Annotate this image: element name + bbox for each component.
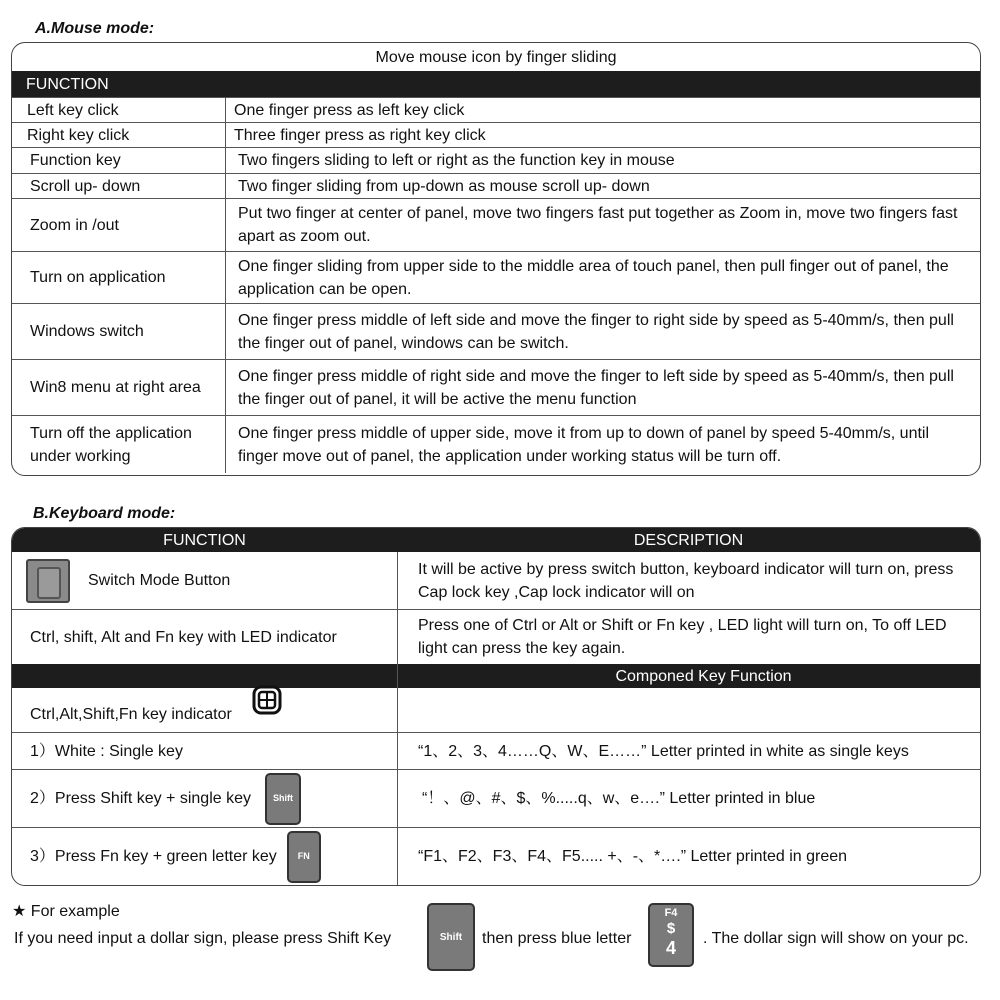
- indicator-icon: [252, 685, 282, 722]
- switch-mode-row: [12, 552, 980, 610]
- mouse-function-name: Windows switch: [30, 323, 144, 340]
- mouse-function-name: Turn off the application under working: [30, 424, 192, 465]
- star-icon: ★: [12, 903, 27, 920]
- mouse-function-name: Left key click: [27, 101, 119, 119]
- shift-key-icon: Shift: [265, 773, 301, 825]
- mouse-function-header: [12, 71, 980, 97]
- mouse-function-name: Function key: [30, 152, 121, 169]
- example-dollar-key-icon: [648, 903, 694, 967]
- white-key-label: 1）White : Single key: [30, 742, 183, 760]
- mouse-function-row: [12, 123, 980, 148]
- mouse-function-name: Zoom in /out: [30, 216, 119, 234]
- mouse-function-row: [12, 416, 980, 473]
- mouse-function-desc: Three finger press as right key click: [234, 126, 486, 144]
- switch-mode-button-icon: [26, 559, 70, 603]
- led-row: [12, 610, 980, 664]
- fn-key-label: 3）Press Fn key + green letter key: [30, 848, 277, 865]
- mouse-mode-title: A.Mouse mode:: [35, 20, 155, 37]
- keyboard-mode-title: B.Keyboard mode:: [33, 505, 176, 522]
- mouse-function-row: [12, 360, 980, 416]
- example-key-top: F4: [664, 907, 678, 919]
- mouse-function-desc: Two fingers sliding to left or right as the function key in mouse: [238, 152, 675, 169]
- keyboard-header-function: FUNCTION: [163, 531, 246, 549]
- white-key-desc: “1、2、3、4……Q、W、E……” Letter printed in white as single keys: [418, 742, 909, 760]
- mouse-function-desc: Two finger sliding from up-down as mouse scroll up- down: [238, 177, 650, 195]
- mouse-function-name: Win8 menu at right area: [30, 379, 201, 396]
- indicator-row: [12, 688, 980, 733]
- mouse-function-desc: One finger sliding from upper side to the middle area of touch panel, then pull finger out of panel, the application can be open.: [238, 257, 949, 298]
- mouse-function-desc: One finger press as left key click: [234, 101, 465, 119]
- example-key-mid: $: [666, 920, 676, 937]
- mouse-function-row: [12, 148, 980, 174]
- led-desc: Press one of Ctrl or Alt or Shift or Fn key , LED light will turn on, To off LED light can press the key again.: [418, 617, 947, 657]
- shift-key-row: [12, 770, 980, 828]
- mouse-top-caption-row: [12, 43, 980, 71]
- mouse-function-desc: Put two finger at center of panel, move two fingers fast put together as Zoom in, move two fingers fast apart as zoom out.: [238, 205, 958, 245]
- example-part3: . The dollar sign will show on your pc.: [703, 930, 969, 947]
- fn-key-desc: “F1、F2、F3、F4、F5..... +、-、*….” Letter printed in green: [418, 848, 848, 865]
- keyboard-header-description: DESCRIPTION: [633, 531, 744, 549]
- switch-mode-label: Switch Mode Button: [88, 572, 231, 589]
- fn-key-row: [12, 828, 980, 885]
- keyboard-header-row: [12, 528, 980, 552]
- mouse-function-name: Scroll up- down: [30, 177, 141, 195]
- example-part1: If you need input a dollar sign, please press Shift Key: [14, 930, 392, 947]
- composed-key-header: [12, 664, 980, 688]
- mouse-function-desc: One finger press middle of left side and move the finger to right side by speed as 5-40mm/s, then pull the finger out of panel, windows can be switch.: [238, 311, 954, 352]
- indicator-label: Ctrl,Alt,Shift,Fn key indicator: [30, 706, 232, 723]
- example-shift-key-icon: Shift: [427, 903, 475, 971]
- example-title-line: [12, 901, 120, 921]
- fn-key-icon: FN: [287, 831, 321, 883]
- example-title: For example: [30, 903, 120, 920]
- mouse-mode-table: [11, 42, 981, 476]
- composed-key-header-label: Componed Key Function: [615, 667, 792, 685]
- mouse-function-desc: One finger press middle of upper side, move it from up to down of panel by speed 5-40mm/s, until finger move out of panel, the application under working status will be turn off.: [238, 424, 930, 465]
- example-part2: then press blue letter: [482, 930, 632, 947]
- switch-mode-desc: It will be active by press switch button, keyboard indicator will turn on, press Cap lock key ,Cap lock indicator will on: [418, 560, 954, 601]
- mouse-top-caption: Move mouse icon by finger sliding: [375, 48, 617, 66]
- mouse-function-row: [12, 304, 980, 360]
- mouse-function-name: Right key click: [27, 126, 130, 144]
- mouse-function-row: [12, 174, 980, 199]
- mouse-function-desc: One finger press middle of right side and move the finger to left side by speed as 5-40mm/s, then pull the finger out of panel, it will be active the menu function: [238, 367, 954, 408]
- shift-key-desc: “！、@、#、$、%.....q、w、e….” Letter printed in blue: [422, 790, 816, 807]
- shift-key-label: 2）Press Shift key + single key: [30, 790, 251, 807]
- mouse-function-header-label: FUNCTION: [26, 75, 109, 93]
- white-key-row: [12, 733, 980, 770]
- led-label: Ctrl, shift, Alt and Fn key with LED indicator: [30, 628, 337, 646]
- example-key-bottom: 4: [665, 938, 676, 958]
- mouse-function-name: Turn on application: [30, 269, 166, 286]
- mouse-function-row: [12, 199, 980, 252]
- mouse-function-row: [12, 97, 980, 123]
- mouse-function-row: [12, 252, 980, 304]
- keyboard-mode-table: [11, 527, 981, 886]
